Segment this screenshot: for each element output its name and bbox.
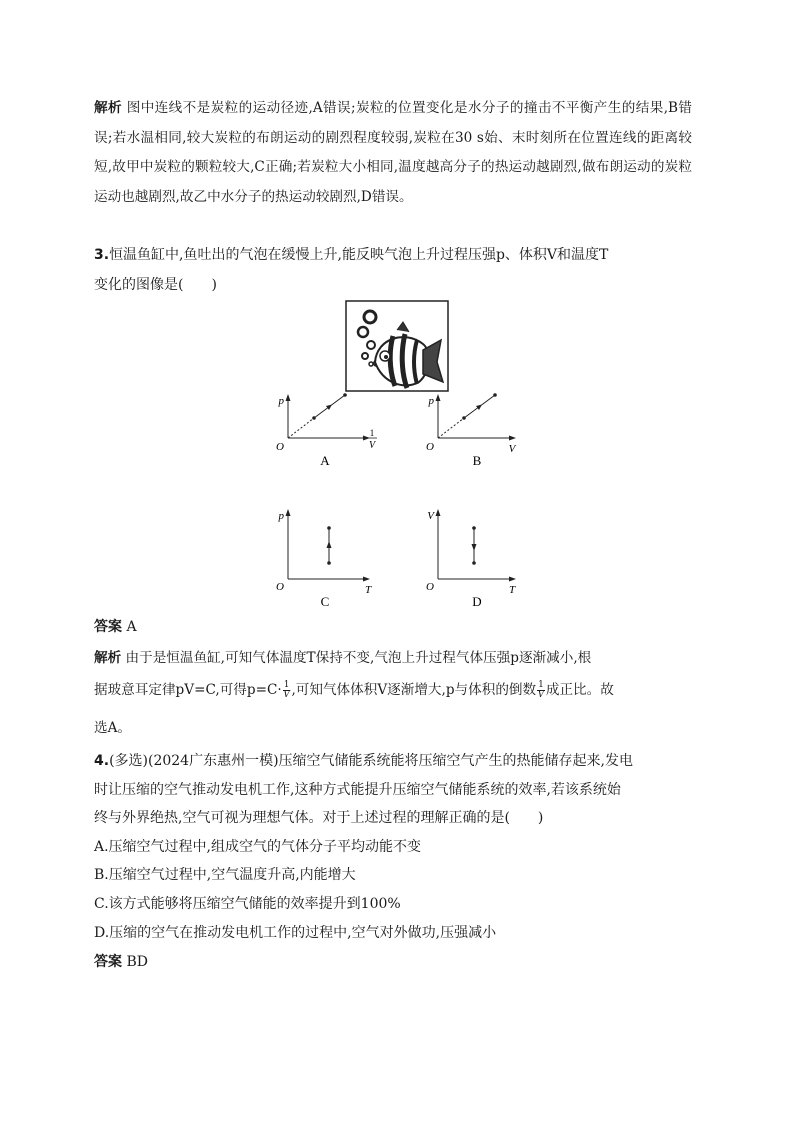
question3-stem-line1 <box>94 244 608 264</box>
question4-stem-line2 <box>94 779 621 799</box>
answer-value: BD <box>126 954 148 970</box>
question3-analysis-line1 <box>94 646 591 666</box>
graph-c <box>270 505 390 611</box>
y-axis-label: p <box>278 510 284 522</box>
question-text: 时让压缩的空气推动发电机工作,这种方式能提升压缩空气储能系统的效率,若该系统始 <box>94 782 621 798</box>
graph-b <box>422 390 542 496</box>
analysis-label: 解析 <box>94 650 122 666</box>
x-axis-denominator: V <box>368 440 376 451</box>
bubble <box>364 311 376 323</box>
analysis-text: 成正比。故 <box>545 682 614 698</box>
question4-answer <box>94 951 148 971</box>
fraction-1-over-v: $\frac{1}{V}$ <box>283 680 290 700</box>
question3-analysis-line3 <box>94 716 131 736</box>
question-text: 终与外界绝热,空气可视为理想气体。对于上述过程的理解正确的是( ) <box>94 810 544 826</box>
option-b: B.压缩空气过程中,空气温度升高,内能增大 <box>94 867 356 883</box>
question-number: 3. <box>94 247 110 263</box>
graph-a <box>270 390 390 496</box>
option-c: C.该方式能够将压缩空气储能的效率提升到100% <box>94 896 401 912</box>
answer-label: 答案 <box>94 619 122 635</box>
origin-label: O <box>276 441 284 453</box>
bubble <box>362 353 368 359</box>
analysis-text: 由于是恒温鱼缸,可知气体温度T保持不变,气泡上升过程气体压强p逐渐减小,根 <box>125 650 592 666</box>
option-a: A.压缩空气过程中,组成空气的气体分子平均动能不变 <box>94 839 422 855</box>
analysis-text: 据玻意耳定律pV=C,可得p=C· <box>94 682 282 698</box>
bubble <box>358 327 368 337</box>
fish-bubbles-figure <box>345 300 449 392</box>
question-number: 4. <box>94 753 110 769</box>
y-axis-label: V <box>427 510 434 522</box>
question2-analysis <box>94 94 692 212</box>
x-axis-numerator: 1 <box>369 428 375 438</box>
x-axis-label: V <box>508 443 516 455</box>
question4-stem-line3 <box>94 807 543 827</box>
fraction-1-over-v: $\frac{1}{V}$ <box>537 680 545 700</box>
origin-label: O <box>276 581 284 593</box>
question3-analysis-line2 <box>94 678 614 700</box>
question-text: 变化的图像是( ) <box>94 277 217 293</box>
x-axis-label: T <box>364 584 372 596</box>
bubble <box>369 362 373 366</box>
graph-d <box>422 505 542 611</box>
x-axis-label: T <box>508 584 516 596</box>
question4-stem-line1 <box>94 750 633 770</box>
question3-stem-line2 <box>94 274 217 294</box>
question-text: (多选)(2024广东惠州一模)压缩空气储能系统能将压缩空气产生的热能储存起来,发电 <box>109 753 633 769</box>
analysis-text: 图中连线不是炭粒的运动径迹,A错误;炭粒的位置变化是水分子的撞击不平衡产生的结果,B错误;若水温相同,较大炭粒的布朗运动的剧烈程度较弱,炭粒在30 s始、末时刻所在位置连线的距离较短,故甲中炭粒的颗粒较大,C正确;若炭粒大小相同,温度越高分子的热运动越剧烈,做布朗运动的炭粒运动也越剧烈,故乙中水分子的热运动较剧烈,D错误。 <box>94 100 693 205</box>
analysis-label: 解析 <box>94 100 122 116</box>
question-text: 恒温鱼缸中,鱼吐出的气泡在缓慢上升,能反映气泡上升过程压强p、体积V和温度T <box>109 247 609 263</box>
y-axis-label: p <box>428 395 434 407</box>
answer-value: A <box>126 619 137 635</box>
y-axis-label: p <box>278 395 284 407</box>
option-label: A <box>320 453 330 468</box>
question3-answer <box>94 616 137 636</box>
analysis-text: ,可知气体体积V逐渐增大,p与体积的倒数 <box>291 682 537 698</box>
origin-label: O <box>426 441 434 453</box>
bubble <box>367 341 375 349</box>
option-d: D.压缩的空气在推动发电机工作的过程中,空气对外做功,压强减小 <box>94 925 497 941</box>
answer-label: 答案 <box>94 954 122 970</box>
origin-label: O <box>426 581 434 593</box>
option-label: B <box>472 453 482 468</box>
analysis-text: 选A。 <box>94 720 132 736</box>
option-label: D <box>472 594 482 609</box>
option-label: C <box>320 594 330 609</box>
